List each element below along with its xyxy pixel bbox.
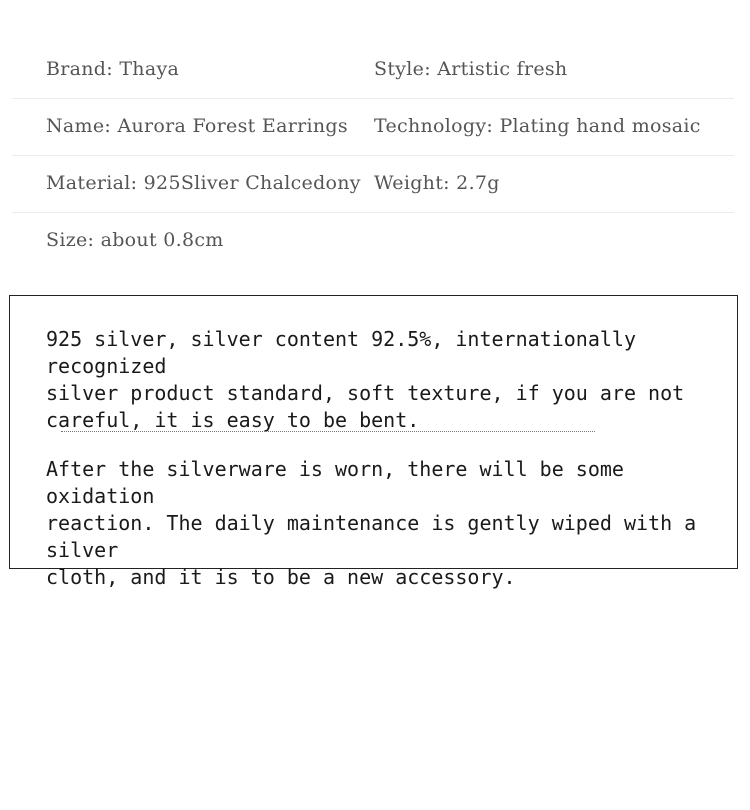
spec-row-material-weight <box>12 156 734 213</box>
notice-divider <box>61 431 595 432</box>
spec-style: Style: Artistic fresh <box>374 58 568 80</box>
spec-weight: Weight: 2.7g <box>374 172 500 194</box>
silver-content-paragraph: 925 silver, silver content 92.5%, internationally recognized silver product standard, soft texture, if you are not careful, it is easy to be bent. <box>46 327 685 432</box>
maintenance-paragraph: After the silverware is worn, there will be some oxidation reaction. The daily maintenance is gently wiped with a silver cloth, and it is to be a new accessory. <box>46 457 697 589</box>
spec-brand: Brand: Thaya <box>46 58 180 80</box>
spec-row-size <box>12 213 734 269</box>
spec-row-brand-style <box>12 42 734 99</box>
spec-row-name-technology <box>12 99 734 156</box>
spec-material: Material: 925Sliver Chalcedony <box>46 172 361 194</box>
product-spec-table <box>12 42 734 269</box>
spec-size: Size: about 0.8cm <box>46 229 224 251</box>
spec-technology: Technology: Plating hand mosaic <box>374 115 701 137</box>
silver-care-notice <box>9 295 738 589</box>
spec-name: Name: Aurora Forest Earrings <box>46 115 348 137</box>
